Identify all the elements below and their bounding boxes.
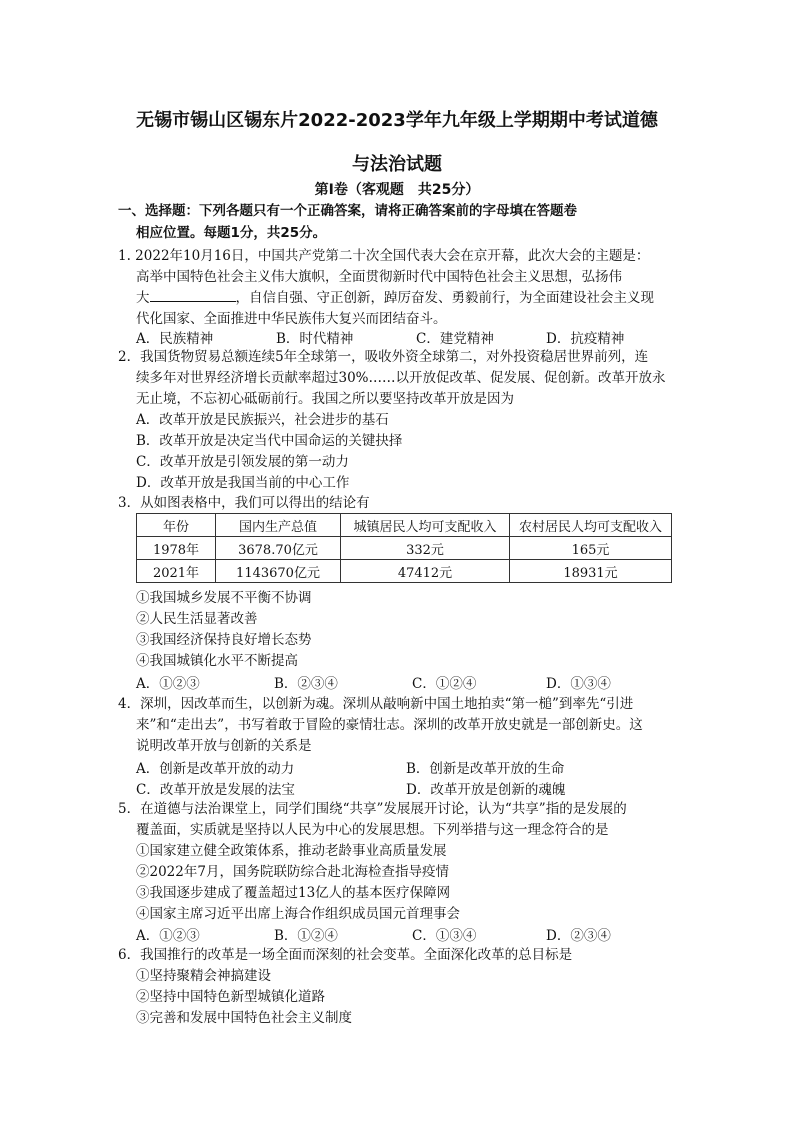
table-row	[137, 537, 672, 560]
q5-line1: 5．在道德与法治课堂上，同学们围绕“共享”发展展开讨论，认为“共享”指的是发展的	[118, 801, 627, 817]
q1-line2: 高举中国特色社会主义伟大旗帜，全面贯彻新时代中国特色社会主义思想，弘扬伟	[136, 269, 622, 285]
section1-instruction-line2: 相应位置。每题1分，共25分。	[136, 225, 327, 241]
part-title: 第Ⅰ卷（客观题 共25分）	[314, 182, 480, 198]
q3-data-table	[136, 513, 672, 583]
q3-option-a: A．①②③	[136, 676, 200, 692]
q1-line3-start: 大	[136, 290, 150, 306]
q3-item-1: ①我国城乡发展不平衡不协调	[136, 590, 312, 606]
q2-option-a: A．改革开放是民族振兴，社会进步的基石	[136, 412, 389, 428]
q1-options	[136, 327, 676, 347]
q6-line1: 6．我国推行的改革是一场全面而深刻的社会变革。全面深化改革的总目标是	[118, 947, 573, 963]
q1-line3	[136, 287, 696, 309]
table-header-cell: 农村居民人均可支配收入	[510, 514, 672, 537]
q5-option-b: B．①②④	[274, 928, 338, 944]
q4-line1: 4．深圳，因改革而生，以创新为魂。深圳从敲响新中国土地拍卖“第一槌”到率先“引进	[118, 696, 634, 712]
table-header-cell: 国内生产总值	[216, 514, 341, 537]
q4-option-d: D．改革开放是创新的魂魄	[406, 782, 566, 798]
q3-option-b: B．②③④	[274, 676, 338, 692]
q1-line4: 代化国家、全面推进中华民族伟大复兴而团结奋斗。	[136, 311, 447, 327]
exam-title-line1: 无锡市锡山区锡东片2022-2023学年九年级上学期期中考试道德	[136, 110, 658, 131]
q2-line1: 2．我国货物贸易总额连续5年全球第一，吸收外资全球第二，对外投资稳居世界前列，连	[118, 349, 649, 365]
q6-item-1: ①坚持聚精会神搞建设	[136, 968, 271, 984]
q5-option-d: D．②③④	[546, 928, 611, 944]
q3-option-c: C．①②④	[412, 676, 477, 692]
table-cell: 1143670亿元	[216, 560, 341, 583]
q3-line1: 3．从如图表格中，我们可以得出的结论有	[118, 495, 370, 511]
q2-line3: 无止境，不忘初心砥砺前行。我国之所以要坚持改革开放是因为	[136, 391, 514, 407]
section1-instruction-line1: 一、选择题：下列各题只有一个正确答案，请将正确答案前的字母填在答题卷	[118, 203, 577, 219]
exam-title-line2: 与法治试题	[352, 154, 442, 175]
q6-item-2: ②坚持中国特色新型城镇化道路	[136, 989, 325, 1005]
q1-fill-blank	[150, 287, 236, 302]
q4-option-b: B．创新是改革开放的生命	[406, 761, 565, 777]
table-cell: 2021年	[137, 560, 216, 583]
q5-option-c: C．①③④	[412, 928, 477, 944]
table-header-row	[137, 514, 672, 537]
q3-item-4: ④我国城镇化水平不断提高	[136, 653, 298, 669]
q1-line1: 1. 2022年10月16日，中国共产党第二十次全国代表大会在京开幕，此次大会的主题是：	[118, 248, 650, 264]
q5-item-1: ①国家建立健全政策体系，推动老龄事业高质量发展	[136, 843, 447, 859]
q1-line3-end: ，自信自强、守正创新，踔厉奋发、勇毅前行，为全面建设社会主义现	[235, 290, 654, 306]
q6-item-3: ③完善和发展中国特色社会主义制度	[136, 1010, 352, 1026]
table-cell: 3678.70亿元	[216, 537, 341, 560]
table-cell: 165元	[510, 537, 672, 560]
q1-option-c: C．建党精神	[416, 331, 494, 347]
q4-line2: 来”和“走出去”，书写着敢于冒险的豪情壮志。深圳的改革开放史就是一部创新史。这	[136, 717, 643, 733]
q2-option-b: B．改革开放是决定当代中国命运的关键抉择	[136, 433, 403, 449]
q5-options	[136, 924, 676, 944]
q2-option-d: D．改革开放是我国当前的中心工作	[136, 475, 350, 491]
q4-options-row2	[136, 778, 676, 798]
q1-option-d: D．抗疫精神	[546, 331, 625, 347]
q2-option-c: C．改革开放是引领发展的第一动力	[136, 454, 349, 470]
q1-option-b: B．时代精神	[276, 331, 354, 347]
q4-line3: 说明改革开放与创新的关系是	[136, 738, 312, 754]
q1-option-a: A．民族精神	[136, 331, 214, 347]
q5-line2: 覆盖面，实质就是坚持以人民为中心的发展思想。下列举措与这一理念符合的是	[136, 822, 609, 838]
q3-item-3: ③我国经济保持良好增长态势	[136, 632, 312, 648]
q5-option-a: A．①②③	[136, 928, 200, 944]
table-header-cell: 年份	[137, 514, 216, 537]
table-cell: 332元	[341, 537, 510, 560]
table-cell: 47412元	[341, 560, 510, 583]
q5-item-3: ③我国逐步建成了覆盖超过13亿人的基本医疗保障网	[136, 885, 451, 901]
q5-item-4: ④国家主席习近平出席上海合作组织成员国元首理事会	[136, 906, 460, 922]
q4-option-c: C．改革开放是发展的法宝	[136, 782, 295, 798]
q3-item-2: ②人民生活显著改善	[136, 611, 258, 627]
q3-option-d: D．①③④	[546, 676, 611, 692]
table-cell: 18931元	[510, 560, 672, 583]
q4-option-a: A．创新是改革开放的动力	[136, 761, 295, 777]
table-row	[137, 560, 672, 583]
q2-line2: 续多年对世界经济增长贡献率超过30%……以开放促改革、促发展、促创新。改革开放永	[136, 370, 666, 386]
table-cell: 1978年	[137, 537, 216, 560]
table-header-cell: 城镇居民人均可支配收入	[341, 514, 510, 537]
q5-item-2: ②2022年7月，国务院联防综合赴北海检查指导疫情	[136, 864, 449, 880]
q4-options-row1	[136, 757, 676, 777]
q3-options	[136, 672, 676, 692]
